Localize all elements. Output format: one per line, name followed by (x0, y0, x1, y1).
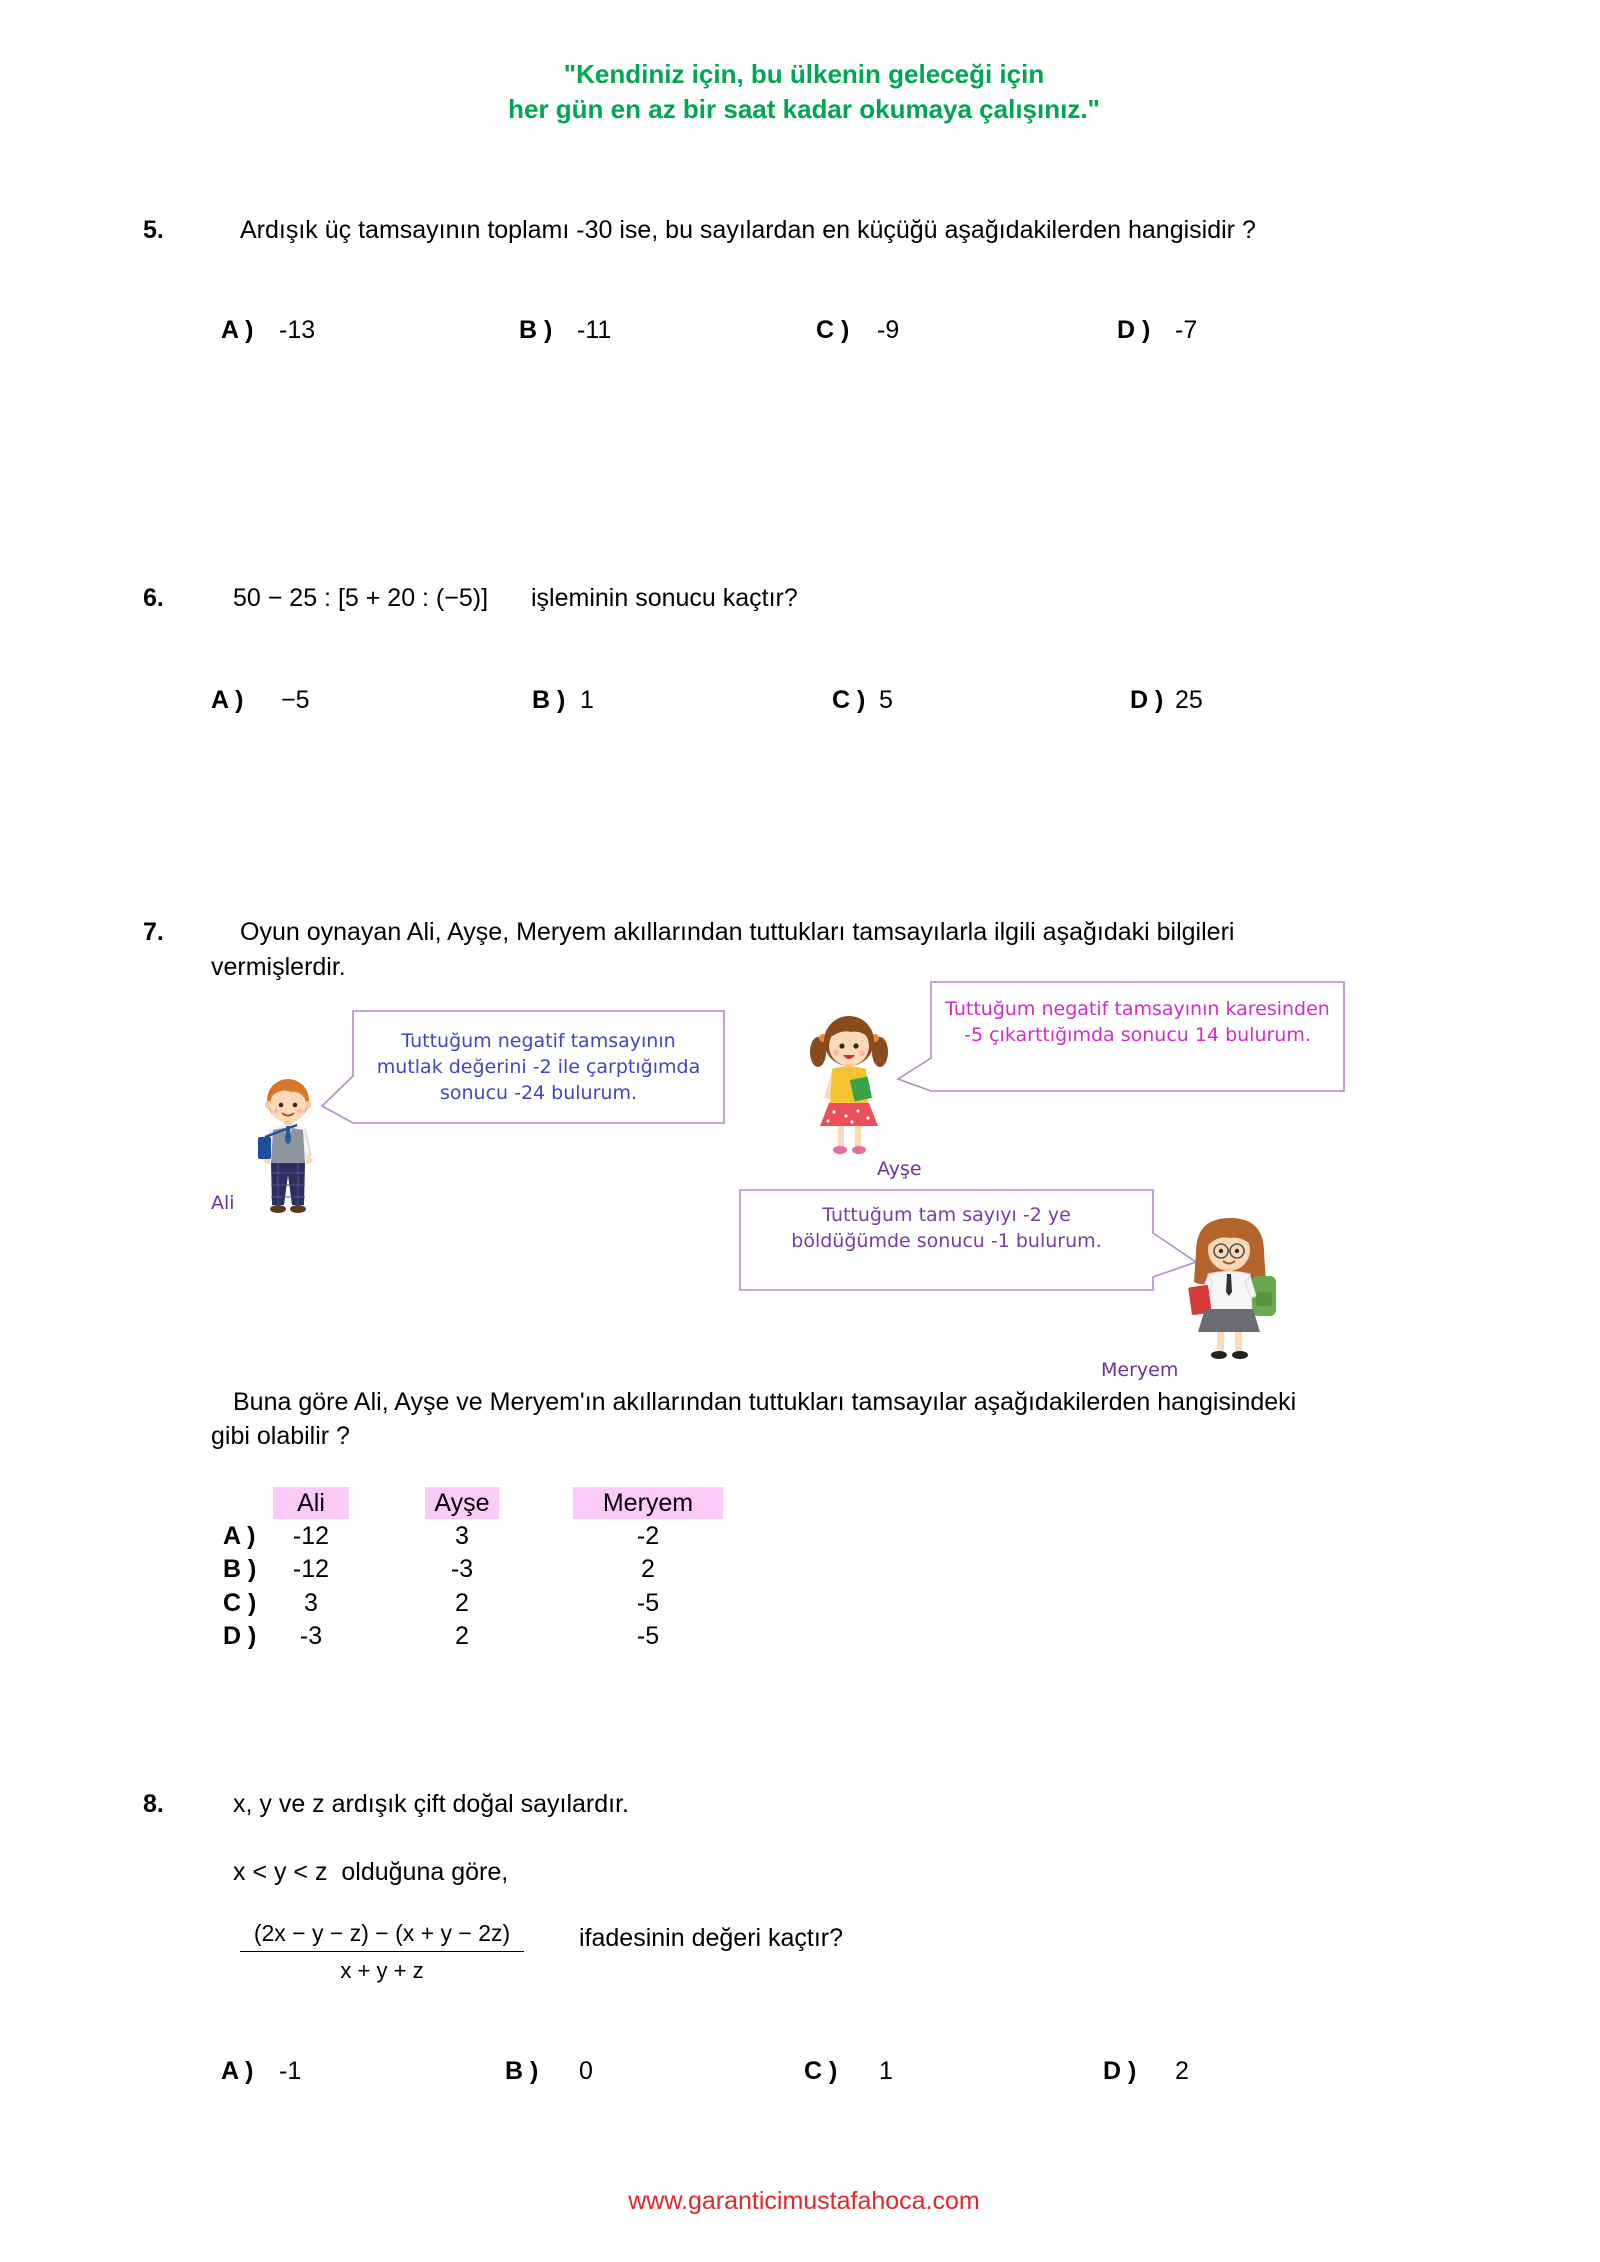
table-header-ayse: Ayşe (425, 1487, 499, 1519)
table-row-b-letter: B ) (223, 1555, 257, 1583)
q5-option-d-letter: D ) (1117, 316, 1151, 344)
motto-line-1: "Kendiniz için, bu ülkenin geleceği için (563, 59, 1045, 89)
ali-bubble-text (353, 1028, 724, 1106)
q5-option-b-letter: B ) (519, 316, 553, 344)
fraction-bar (240, 1951, 524, 1952)
question-6-text: işleminin sonucu kaçtır? (531, 584, 798, 612)
meryem-bubble-text (740, 1202, 1153, 1254)
table-cell: -5 (636, 1622, 660, 1650)
question-8-line-2: x < y < z olduğuna göre, (233, 1858, 509, 1886)
question-7-intro-line-1: Oyun oynayan Ali, Ayşe, Meryem akıllarından tuttukları tamsayılarla ilgili aşağıdaki bilgileri (240, 918, 1235, 946)
question-8-number: 8. (143, 1790, 164, 1818)
ali-bubble-line: Tuttuğum negatif tamsayının (401, 1030, 676, 1052)
question-8-line-1: x, y ve z ardışık çift doğal sayılardır. (233, 1790, 629, 1818)
motto-line-2: her gün en az bir saat kadar okumaya çalışınız." (508, 94, 1100, 124)
ali-name-label: Ali (211, 1192, 235, 1214)
meryem-name-label: Meryem (1101, 1359, 1179, 1381)
table-row-d-letter: D ) (223, 1622, 257, 1650)
q8-option-c-letter: C ) (804, 2057, 838, 2085)
q5-option-b-value: -11 (577, 316, 612, 344)
question-7-number: 7. (143, 918, 164, 946)
table-cell: -12 (292, 1522, 330, 1550)
q6-option-c-letter: C ) (832, 686, 866, 714)
ayse-bubble-text (931, 996, 1344, 1048)
table-cell: 2 (455, 1622, 469, 1650)
footer-website-link[interactable]: www.garanticimustafahoca.com (628, 2187, 980, 2215)
ayse-name-label: Ayşe (877, 1158, 922, 1180)
q8-option-a-value: -1 (279, 2057, 302, 2085)
table-row-c-letter: C ) (223, 1589, 257, 1617)
meryem-girl-illustration (1172, 1212, 1284, 1362)
q6-option-d-value: 25 (1175, 686, 1203, 714)
fraction-denominator: x + y + z (340, 1958, 424, 1983)
q8-option-a-letter: A ) (221, 2057, 254, 2085)
table-cell: 2 (641, 1555, 655, 1583)
question-5-number: 5. (143, 216, 164, 244)
question-6-number: 6. (143, 584, 164, 612)
table-header-meryem: Meryem (573, 1487, 723, 1519)
table-cell: -3 (299, 1622, 323, 1650)
table-cell: -5 (636, 1589, 660, 1617)
question-8-text: ifadesinin değeri kaçtır? (579, 1924, 844, 1952)
q5-option-c-letter: C ) (816, 316, 850, 344)
question-7-prompt-line-1: Buna göre Ali, Ayşe ve Meryem'ın akıllarından tuttukları tamsayılar aşağıdakilerden hangisindeki (233, 1388, 1297, 1416)
ali-boy-illustration (253, 1073, 323, 1218)
question-6-expression: 50 − 25 : [5 + 20 : (−5)] (233, 584, 489, 612)
ayse-bubble-line: -5 çıkarttığımda sonucu 14 bulurum. (964, 1024, 1311, 1046)
meryem-bubble-line: Tuttuğum tam sayıyı -2 ye (822, 1204, 1071, 1226)
q8-option-b-letter: B ) (505, 2057, 539, 2085)
table-cell: -3 (450, 1555, 474, 1583)
ayse-girl-illustration (804, 1008, 894, 1158)
ayse-bubble-line: Tuttuğum negatif tamsayının karesinden (945, 998, 1330, 1020)
meryem-bubble-line: böldüğümde sonucu -1 bulurum. (791, 1230, 1102, 1252)
fraction-numerator: (2x − y − z) − (x + y − 2z) (253, 1920, 511, 1946)
q6-option-d-letter: D ) (1130, 686, 1164, 714)
table-cell: -12 (292, 1555, 330, 1583)
question-7-intro-line-2: vermişlerdir. (211, 953, 346, 981)
table-cell: -2 (636, 1522, 660, 1550)
ali-bubble-line: mutlak değerini -2 ile çarptığımda (376, 1056, 701, 1078)
table-header-ali: Ali (273, 1487, 349, 1519)
table-cell: 3 (304, 1589, 318, 1617)
table-cell: 2 (455, 1589, 469, 1617)
q8-option-d-letter: D ) (1103, 2057, 1137, 2085)
q6-option-b-value: 1 (580, 686, 594, 714)
q5-option-a-value: -13 (279, 316, 316, 344)
table-cell: 3 (455, 1522, 469, 1550)
table-row-a-letter: A ) (223, 1522, 256, 1550)
q8-option-c-value: 1 (879, 2057, 893, 2085)
q8-option-b-value: 0 (579, 2057, 593, 2085)
question-5-text: Ardışık üç tamsayının toplamı -30 ise, bu sayılardan en küçüğü aşağıdakilerden hangisidir ? (240, 216, 1256, 244)
q6-option-c-value: 5 (879, 686, 893, 714)
q6-option-a-letter: A ) (211, 686, 244, 714)
q5-option-c-value: -9 (877, 316, 900, 344)
ali-bubble-line: sonucu -24 bulurum. (439, 1082, 638, 1104)
q5-option-d-value: -7 (1175, 316, 1198, 344)
q8-option-d-value: 2 (1175, 2057, 1189, 2085)
q6-option-b-letter: B ) (532, 686, 566, 714)
q5-option-a-letter: A ) (221, 316, 254, 344)
question-7-prompt-line-2: gibi olabilir ? (211, 1422, 350, 1450)
q6-option-a-value: −5 (281, 686, 310, 714)
